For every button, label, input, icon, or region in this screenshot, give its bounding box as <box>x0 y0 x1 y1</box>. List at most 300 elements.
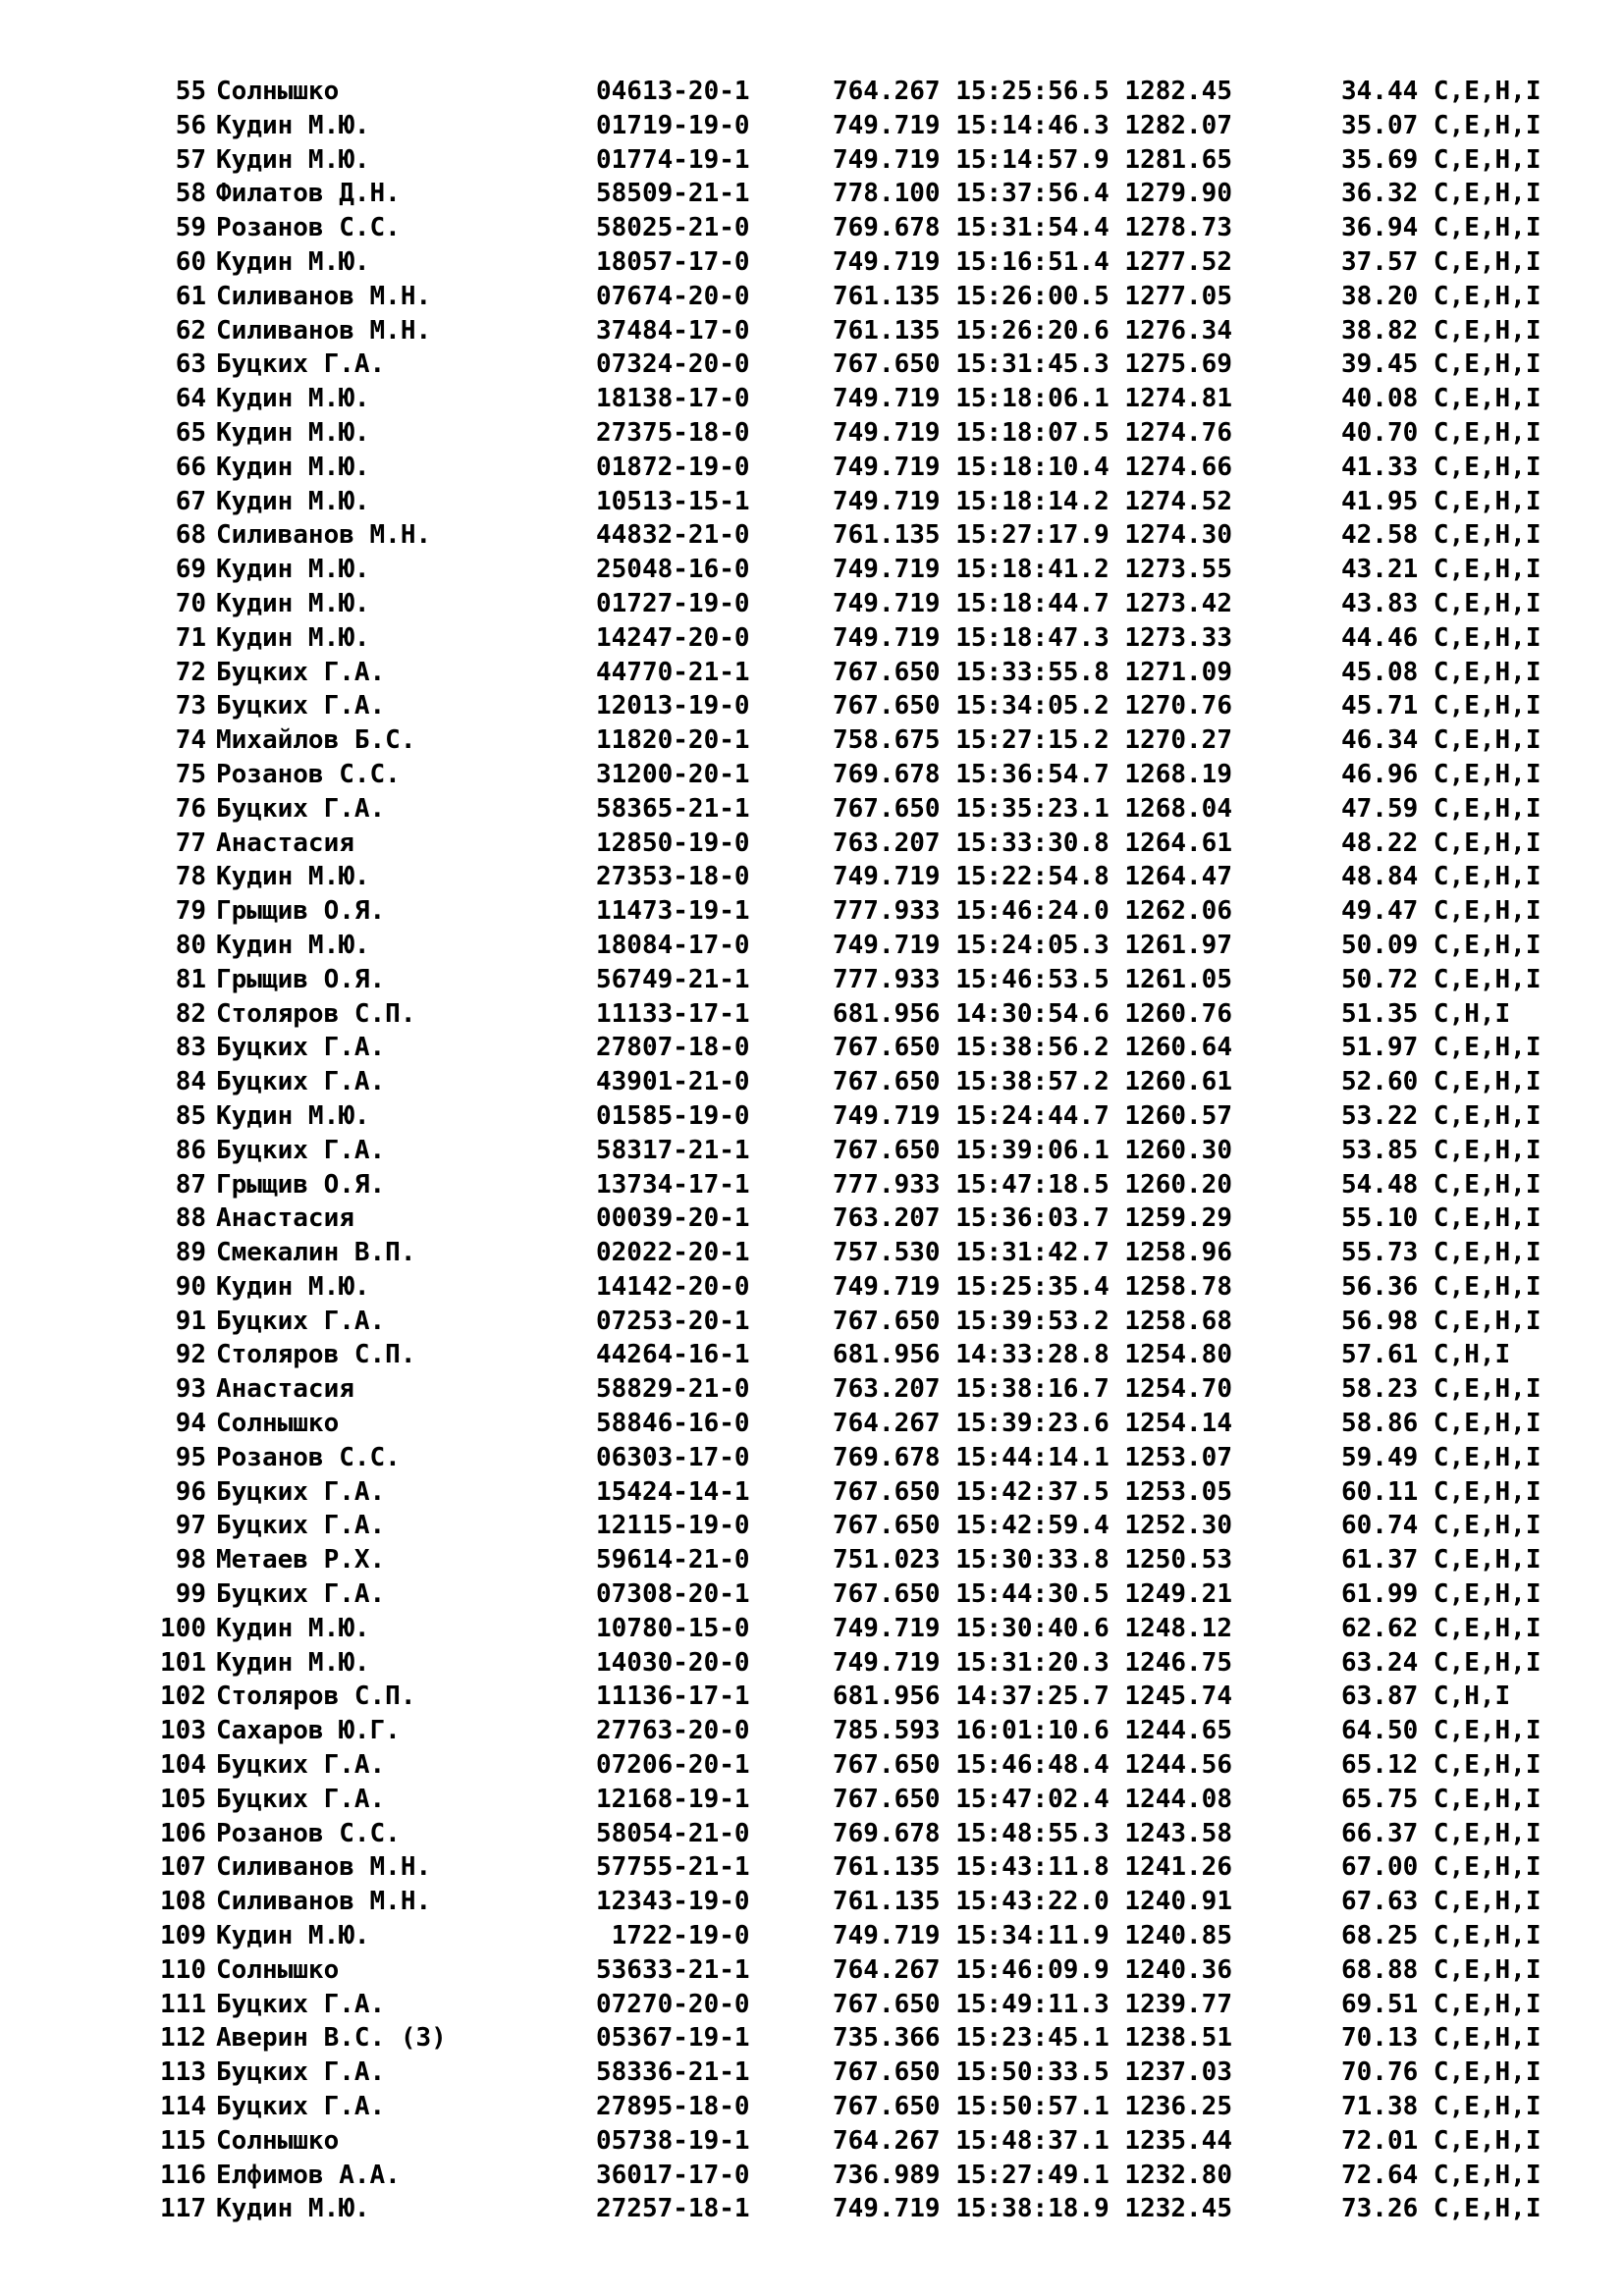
ring-number: 58829-21-0 <box>596 1374 750 1405</box>
coefficient-flags: 35.07 C,E,H,I <box>1341 110 1542 140</box>
participant-name: Кудин М.Ю. <box>216 1921 370 1951</box>
place-number: 60 <box>175 246 206 277</box>
table-row <box>0 2090 1624 2124</box>
participant-name: Буцких Г.А. <box>216 793 386 824</box>
table-row <box>0 2192 1624 2226</box>
ring-number: 11473-19-1 <box>596 896 750 927</box>
ring-number: 07674-20-0 <box>596 281 750 311</box>
distance-time-speed: 757.530 15:31:42.7 1258.96 <box>833 1238 1232 1268</box>
place-number: 64 <box>175 384 206 414</box>
place-number: 61 <box>175 281 206 311</box>
ring-number: 58336-21-1 <box>596 2057 750 2088</box>
distance-time-speed: 749.719 15:22:54.8 1264.47 <box>833 862 1232 892</box>
participant-name: Анастасия <box>216 1374 354 1405</box>
coefficient-flags: 52.60 C,E,H,I <box>1341 1067 1542 1097</box>
coefficient-flags: 63.24 C,E,H,I <box>1341 1647 1542 1678</box>
ring-number: 58054-21-0 <box>596 1818 750 1848</box>
distance-time-speed: 767.650 15:39:53.2 1258.68 <box>833 1306 1232 1336</box>
coefficient-flags: 65.75 C,E,H,I <box>1341 1784 1542 1814</box>
participant-name: Столяров С.П. <box>216 998 416 1029</box>
distance-time-speed: 749.719 15:16:51.4 1277.52 <box>833 246 1232 277</box>
ring-number: 06303-17-0 <box>596 1442 750 1472</box>
place-number: 107 <box>160 1852 206 1883</box>
distance-time-speed: 749.719 15:24:44.7 1260.57 <box>833 1100 1232 1131</box>
coefficient-flags: 43.83 C,E,H,I <box>1341 588 1542 618</box>
place-number: 63 <box>175 349 206 380</box>
coefficient-flags: 61.37 C,E,H,I <box>1341 1545 1542 1575</box>
distance-time-speed: 749.719 15:18:41.2 1273.55 <box>833 555 1232 585</box>
distance-time-speed: 769.678 15:44:14.1 1253.07 <box>833 1442 1232 1472</box>
table-row <box>0 1134 1624 1168</box>
table-row <box>0 2124 1624 2159</box>
coefficient-flags: 72.01 C,E,H,I <box>1341 2125 1542 2156</box>
ring-number: 01727-19-0 <box>596 588 750 618</box>
ring-number: 57755-21-1 <box>596 1852 750 1883</box>
place-number: 113 <box>160 2057 206 2088</box>
table-row <box>0 1305 1624 1339</box>
distance-time-speed: 777.933 15:46:53.5 1261.05 <box>833 964 1232 994</box>
place-number: 78 <box>175 862 206 892</box>
ring-number: 02022-20-1 <box>596 1238 750 1268</box>
place-number: 73 <box>175 691 206 721</box>
table-row <box>0 723 1624 758</box>
table-row <box>0 689 1624 723</box>
place-number: 103 <box>160 1716 206 1746</box>
place-number: 55 <box>175 77 206 106</box>
table-row <box>0 1338 1624 1372</box>
distance-time-speed: 749.719 15:14:57.9 1281.65 <box>833 144 1232 175</box>
participant-name: Кудин М.Ю. <box>216 452 370 482</box>
table-row <box>0 792 1624 827</box>
coefficient-flags: 38.82 C,E,H,I <box>1341 315 1542 346</box>
table-row <box>0 1270 1624 1305</box>
table-row <box>0 656 1624 690</box>
place-number: 109 <box>160 1921 206 1951</box>
ring-number: 12115-19-0 <box>596 1511 750 1541</box>
ring-number: 18057-17-0 <box>596 246 750 277</box>
participant-name: Грыщив О.Я. <box>216 964 386 994</box>
place-number: 112 <box>160 2023 206 2054</box>
table-row <box>0 485 1624 519</box>
distance-time-speed: 767.650 15:47:02.4 1244.08 <box>833 1784 1232 1814</box>
place-number: 89 <box>175 1238 206 1268</box>
coefficient-flags: 41.95 C,E,H,I <box>1341 486 1542 516</box>
table-row <box>0 1714 1624 1748</box>
coefficient-flags: 61.99 C,E,H,I <box>1341 1579 1542 1610</box>
ring-number: 27895-18-0 <box>596 2092 750 2122</box>
ring-number: 12343-19-0 <box>596 1887 750 1917</box>
ring-number: 10780-15-0 <box>596 1613 750 1643</box>
coefficient-flags: 46.96 C,E,H,I <box>1341 759 1542 789</box>
ring-number: 18084-17-0 <box>596 930 750 960</box>
distance-time-speed: 767.650 15:38:56.2 1260.64 <box>833 1033 1232 1063</box>
ring-number: 37484-17-0 <box>596 315 750 346</box>
distance-time-speed: 767.650 15:33:55.8 1271.09 <box>833 657 1232 687</box>
participant-name: Филатов Д.Н. <box>216 179 401 209</box>
participant-name: Кудин М.Ю. <box>216 417 370 448</box>
place-number: 87 <box>175 1169 206 1200</box>
coefficient-flags: 42.58 C,E,H,I <box>1341 520 1542 551</box>
coefficient-flags: 69.51 C,E,H,I <box>1341 1989 1542 2019</box>
participant-name: Грыщив О.Я. <box>216 1169 386 1200</box>
distance-time-speed: 736.989 15:27:49.1 1232.80 <box>833 2160 1232 2190</box>
distance-time-speed: 749.719 15:25:35.4 1258.78 <box>833 1271 1232 1302</box>
coefficient-flags: 41.33 C,E,H,I <box>1341 452 1542 482</box>
table-row <box>0 929 1624 963</box>
coefficient-flags: 36.94 C,E,H,I <box>1341 213 1542 243</box>
distance-time-speed: 767.650 15:50:57.1 1236.25 <box>833 2092 1232 2122</box>
coefficient-flags: 48.84 C,E,H,I <box>1341 862 1542 892</box>
coefficient-flags: 72.64 C,E,H,I <box>1341 2160 1542 2190</box>
coefficient-flags: 60.11 C,E,H,I <box>1341 1476 1542 1507</box>
participant-name: Кудин М.Ю. <box>216 555 370 585</box>
coefficient-flags: 68.88 C,E,H,I <box>1341 1954 1542 1985</box>
place-number: 84 <box>175 1067 206 1097</box>
place-number: 90 <box>175 1271 206 1302</box>
place-number: 74 <box>175 725 206 756</box>
participant-name: Силиванов М.Н. <box>216 315 432 346</box>
participant-name: Кудин М.Ю. <box>216 588 370 618</box>
ring-number: 31200-20-1 <box>596 759 750 789</box>
ring-number: 07206-20-1 <box>596 1750 750 1781</box>
participant-name: Столяров С.П. <box>216 1340 416 1370</box>
distance-time-speed: 777.933 15:47:18.5 1260.20 <box>833 1169 1232 1200</box>
ring-number: 44832-21-0 <box>596 520 750 551</box>
coefficient-flags: 55.73 C,E,H,I <box>1341 1238 1542 1268</box>
ring-number: 27353-18-0 <box>596 862 750 892</box>
table-row <box>0 314 1624 348</box>
coefficient-flags: 55.10 C,E,H,I <box>1341 1203 1542 1234</box>
place-number: 96 <box>175 1476 206 1507</box>
table-row <box>0 1475 1624 1510</box>
ring-number: 58846-16-0 <box>596 1409 750 1439</box>
table-row <box>0 1099 1624 1134</box>
ring-number: 58509-21-1 <box>596 179 750 209</box>
coefficient-flags: 35.69 C,E,H,I <box>1341 144 1542 175</box>
participant-name: Силиванов М.Н. <box>216 520 432 551</box>
coefficient-flags: 70.13 C,E,H,I <box>1341 2023 1542 2054</box>
table-row <box>0 1168 1624 1202</box>
place-number: 81 <box>175 964 206 994</box>
participant-name: Буцких Г.А. <box>216 1784 386 1814</box>
participant-name: Кудин М.Ю. <box>216 486 370 516</box>
participant-name: Сахаров Ю.Г. <box>216 1716 401 1746</box>
participant-name: Кудин М.Ю. <box>216 862 370 892</box>
distance-time-speed: 735.366 15:23:45.1 1238.51 <box>833 2023 1232 2054</box>
coefficient-flags: 45.08 C,E,H,I <box>1341 657 1542 687</box>
participant-name: Буцких Г.А. <box>216 2092 386 2122</box>
participant-name: Кудин М.Ю. <box>216 1613 370 1643</box>
distance-time-speed: 751.023 15:30:33.8 1250.53 <box>833 1545 1232 1575</box>
coefficient-flags: 40.08 C,E,H,I <box>1341 384 1542 414</box>
table-row <box>0 382 1624 416</box>
table-row <box>0 1577 1624 1612</box>
ring-number: 14142-20-0 <box>596 1271 750 1302</box>
distance-time-speed: 778.100 15:37:56.4 1279.90 <box>833 179 1232 209</box>
distance-time-speed: 764.267 15:48:37.1 1235.44 <box>833 2125 1232 2156</box>
participant-name: Розанов С.С. <box>216 1442 401 1472</box>
place-number: 117 <box>160 2194 206 2224</box>
place-number: 80 <box>175 930 206 960</box>
coefficient-flags: 57.61 C,H,I <box>1341 1340 1511 1370</box>
table-row <box>0 1065 1624 1099</box>
ring-number: 53633-21-1 <box>596 1954 750 1985</box>
ring-number: 14030-20-0 <box>596 1647 750 1678</box>
table-row <box>0 1680 1624 1714</box>
participant-name: Буцких Г.А. <box>216 1033 386 1063</box>
place-number: 72 <box>175 657 206 687</box>
participant-name: Кудин М.Ю. <box>216 144 370 175</box>
place-number: 57 <box>175 144 206 175</box>
table-row <box>0 451 1624 485</box>
table-row <box>0 758 1624 792</box>
coefficient-flags: 48.22 C,E,H,I <box>1341 828 1542 858</box>
results-list <box>0 75 1624 2226</box>
place-number: 68 <box>175 520 206 551</box>
ring-number: 05367-19-1 <box>596 2023 750 2054</box>
participant-name: Силиванов М.Н. <box>216 281 432 311</box>
place-number: 111 <box>160 1989 206 2019</box>
participant-name: Солнышко <box>216 77 340 106</box>
participant-name: Солнышко <box>216 1954 340 1985</box>
ring-number: 07253-20-1 <box>596 1306 750 1336</box>
place-number: 58 <box>175 179 206 209</box>
place-number: 79 <box>175 896 206 927</box>
coefficient-flags: 51.35 C,H,I <box>1341 998 1511 1029</box>
coefficient-flags: 68.25 C,E,H,I <box>1341 1921 1542 1951</box>
place-number: 102 <box>160 1682 206 1712</box>
table-row <box>0 553 1624 587</box>
participant-name: Столяров С.П. <box>216 1682 416 1712</box>
participant-name: Буцких Г.А. <box>216 1989 386 2019</box>
distance-time-speed: 767.650 15:42:59.4 1252.30 <box>833 1511 1232 1541</box>
distance-time-speed: 749.719 15:18:47.3 1273.33 <box>833 622 1232 653</box>
table-row <box>0 1543 1624 1577</box>
table-row <box>0 1953 1624 1988</box>
ring-number: 43901-21-0 <box>596 1067 750 1097</box>
coefficient-flags: 46.34 C,E,H,I <box>1341 725 1542 756</box>
table-row <box>0 280 1624 314</box>
coefficient-flags: 66.37 C,E,H,I <box>1341 1818 1542 1848</box>
distance-time-speed: 749.719 15:18:06.1 1274.81 <box>833 384 1232 414</box>
participant-name: Буцких Г.А. <box>216 1579 386 1610</box>
ring-number: 13734-17-1 <box>596 1169 750 1200</box>
distance-time-speed: 761.135 15:43:11.8 1241.26 <box>833 1852 1232 1883</box>
place-number: 67 <box>175 486 206 516</box>
coefficient-flags: 64.50 C,E,H,I <box>1341 1716 1542 1746</box>
distance-time-speed: 777.933 15:46:24.0 1262.06 <box>833 896 1232 927</box>
ring-number: 04613-20-1 <box>596 77 750 106</box>
distance-time-speed: 749.719 15:18:10.4 1274.66 <box>833 452 1232 482</box>
participant-name: Анастасия <box>216 828 354 858</box>
ring-number: 01774-19-1 <box>596 144 750 175</box>
place-number: 99 <box>175 1579 206 1610</box>
place-number: 66 <box>175 452 206 482</box>
place-number: 100 <box>160 1613 206 1643</box>
ring-number: 58025-21-0 <box>596 213 750 243</box>
participant-name: Кудин М.Ю. <box>216 1100 370 1131</box>
ring-number: 01585-19-0 <box>596 1100 750 1131</box>
table-row <box>0 109 1624 143</box>
table-row <box>0 1817 1624 1851</box>
place-number: 116 <box>160 2160 206 2190</box>
coefficient-flags: 62.62 C,E,H,I <box>1341 1613 1542 1643</box>
participant-name: Розанов С.С. <box>216 759 401 789</box>
participant-name: Кудин М.Ю. <box>216 1647 370 1678</box>
distance-time-speed: 761.135 15:26:20.6 1276.34 <box>833 315 1232 346</box>
distance-time-speed: 761.135 15:26:00.5 1277.05 <box>833 281 1232 311</box>
participant-name: Буцких Г.А. <box>216 1476 386 1507</box>
table-row <box>0 1919 1624 1953</box>
coefficient-flags: 58.23 C,E,H,I <box>1341 1374 1542 1405</box>
distance-time-speed: 785.593 16:01:10.6 1244.65 <box>833 1716 1232 1746</box>
table-row <box>0 894 1624 929</box>
participant-name: Смекалин В.П. <box>216 1238 416 1268</box>
ring-number: 11136-17-1 <box>596 1682 750 1712</box>
place-number: 62 <box>175 315 206 346</box>
table-row <box>0 1783 1624 1817</box>
coefficient-flags: 63.87 C,H,I <box>1341 1682 1511 1712</box>
distance-time-speed: 749.719 15:38:18.9 1232.45 <box>833 2194 1232 2224</box>
distance-time-speed: 769.678 15:31:54.4 1278.73 <box>833 213 1232 243</box>
table-row <box>0 621 1624 656</box>
table-row <box>0 1201 1624 1236</box>
ring-number: 44264-16-1 <box>596 1340 750 1370</box>
table-row <box>0 245 1624 280</box>
table-row <box>0 1031 1624 1065</box>
ring-number: 12168-19-1 <box>596 1784 750 1814</box>
place-number: 77 <box>175 828 206 858</box>
distance-time-speed: 749.719 15:18:44.7 1273.42 <box>833 588 1232 618</box>
place-number: 71 <box>175 622 206 653</box>
distance-time-speed: 758.675 15:27:15.2 1270.27 <box>833 725 1232 756</box>
participant-name: Солнышко <box>216 1409 340 1439</box>
table-row <box>0 587 1624 621</box>
place-number: 70 <box>175 588 206 618</box>
coefficient-flags: 34.44 C,E,H,I <box>1341 77 1542 106</box>
coefficient-flags: 70.76 C,E,H,I <box>1341 2057 1542 2088</box>
ring-number: 27763-20-0 <box>596 1716 750 1746</box>
ring-number: 01872-19-0 <box>596 452 750 482</box>
table-row <box>0 2021 1624 2056</box>
place-number: 108 <box>160 1887 206 1917</box>
place-number: 106 <box>160 1818 206 1848</box>
table-row <box>0 75 1624 109</box>
coefficient-flags: 58.86 C,E,H,I <box>1341 1409 1542 1439</box>
participant-name: Елфимов А.А. <box>216 2160 401 2190</box>
place-number: 93 <box>175 1374 206 1405</box>
place-number: 98 <box>175 1545 206 1575</box>
participant-name: Силиванов М.Н. <box>216 1887 432 1917</box>
distance-time-speed: 763.207 15:38:16.7 1254.70 <box>833 1374 1232 1405</box>
coefficient-flags: 51.97 C,E,H,I <box>1341 1033 1542 1063</box>
coefficient-flags: 47.59 C,E,H,I <box>1341 793 1542 824</box>
ring-number: 27257-18-1 <box>596 2194 750 2224</box>
place-number: 85 <box>175 1100 206 1131</box>
place-number: 83 <box>175 1033 206 1063</box>
place-number: 114 <box>160 2092 206 2122</box>
ring-number: 01719-19-0 <box>596 110 750 140</box>
participant-name: Кудин М.Ю. <box>216 110 370 140</box>
place-number: 86 <box>175 1135 206 1165</box>
coefficient-flags: 40.70 C,E,H,I <box>1341 417 1542 448</box>
table-row <box>0 1748 1624 1783</box>
coefficient-flags: 45.71 C,E,H,I <box>1341 691 1542 721</box>
place-number: 56 <box>175 110 206 140</box>
distance-time-speed: 767.650 15:49:11.3 1239.77 <box>833 1989 1232 2019</box>
coefficient-flags: 56.36 C,E,H,I <box>1341 1271 1542 1302</box>
coefficient-flags: 50.09 C,E,H,I <box>1341 930 1542 960</box>
place-number: 115 <box>160 2125 206 2156</box>
table-row <box>0 347 1624 382</box>
place-number: 69 <box>175 555 206 585</box>
distance-time-speed: 767.650 15:38:57.2 1260.61 <box>833 1067 1232 1097</box>
ring-number: 15424-14-1 <box>596 1476 750 1507</box>
table-row <box>0 1407 1624 1441</box>
coefficient-flags: 60.74 C,E,H,I <box>1341 1511 1542 1541</box>
distance-time-speed: 761.135 15:27:17.9 1274.30 <box>833 520 1232 551</box>
ring-number: 11820-20-1 <box>596 725 750 756</box>
participant-name: Розанов С.С. <box>216 213 401 243</box>
distance-time-speed: 763.207 15:36:03.7 1259.29 <box>833 1203 1232 1234</box>
table-row <box>0 518 1624 553</box>
coefficient-flags: 67.00 C,E,H,I <box>1341 1852 1542 1883</box>
distance-time-speed: 761.135 15:43:22.0 1240.91 <box>833 1887 1232 1917</box>
ring-number: 07324-20-0 <box>596 349 750 380</box>
distance-time-speed: 749.719 15:14:46.3 1282.07 <box>833 110 1232 140</box>
distance-time-speed: 749.719 15:24:05.3 1261.97 <box>833 930 1232 960</box>
distance-time-speed: 767.650 15:35:23.1 1268.04 <box>833 793 1232 824</box>
distance-time-speed: 767.650 15:46:48.4 1244.56 <box>833 1750 1232 1781</box>
participant-name: Кудин М.Ю. <box>216 1271 370 1302</box>
participant-name: Буцких Г.А. <box>216 1511 386 1541</box>
participant-name: Михайлов Б.С. <box>216 725 416 756</box>
coefficient-flags: 49.47 C,E,H,I <box>1341 896 1542 927</box>
distance-time-speed: 763.207 15:33:30.8 1264.61 <box>833 828 1232 858</box>
ring-number: 56749-21-1 <box>596 964 750 994</box>
distance-time-speed: 749.719 15:30:40.6 1248.12 <box>833 1613 1232 1643</box>
ring-number: 00039-20-1 <box>596 1203 750 1234</box>
ring-number: 12013-19-0 <box>596 691 750 721</box>
distance-time-speed: 681.956 14:33:28.8 1254.80 <box>833 1340 1232 1370</box>
ring-number: 58317-21-1 <box>596 1135 750 1165</box>
table-row <box>0 416 1624 451</box>
distance-time-speed: 769.678 15:48:55.3 1243.58 <box>833 1818 1232 1848</box>
distance-time-speed: 769.678 15:36:54.7 1268.19 <box>833 759 1232 789</box>
participant-name: Анастасия <box>216 1203 354 1234</box>
table-row <box>0 1509 1624 1543</box>
distance-time-speed: 749.719 15:18:07.5 1274.76 <box>833 417 1232 448</box>
distance-time-speed: 764.267 15:25:56.5 1282.45 <box>833 77 1232 106</box>
coefficient-flags: 54.48 C,E,H,I <box>1341 1169 1542 1200</box>
participant-name: Буцких Г.А. <box>216 1750 386 1781</box>
place-number: 65 <box>175 417 206 448</box>
place-number: 110 <box>160 1954 206 1985</box>
coefficient-flags: 53.22 C,E,H,I <box>1341 1100 1542 1131</box>
place-number: 92 <box>175 1340 206 1370</box>
distance-time-speed: 764.267 15:46:09.9 1240.36 <box>833 1954 1232 1985</box>
place-number: 59 <box>175 213 206 243</box>
ring-number: 25048-16-0 <box>596 555 750 585</box>
coefficient-flags: 65.12 C,E,H,I <box>1341 1750 1542 1781</box>
table-row <box>0 1646 1624 1681</box>
participant-name: Силиванов М.Н. <box>216 1852 432 1883</box>
table-row <box>0 1441 1624 1475</box>
table-row <box>0 1988 1624 2022</box>
place-number: 75 <box>175 759 206 789</box>
participant-name: Буцких Г.А. <box>216 1135 386 1165</box>
distance-time-speed: 767.650 15:42:37.5 1253.05 <box>833 1476 1232 1507</box>
